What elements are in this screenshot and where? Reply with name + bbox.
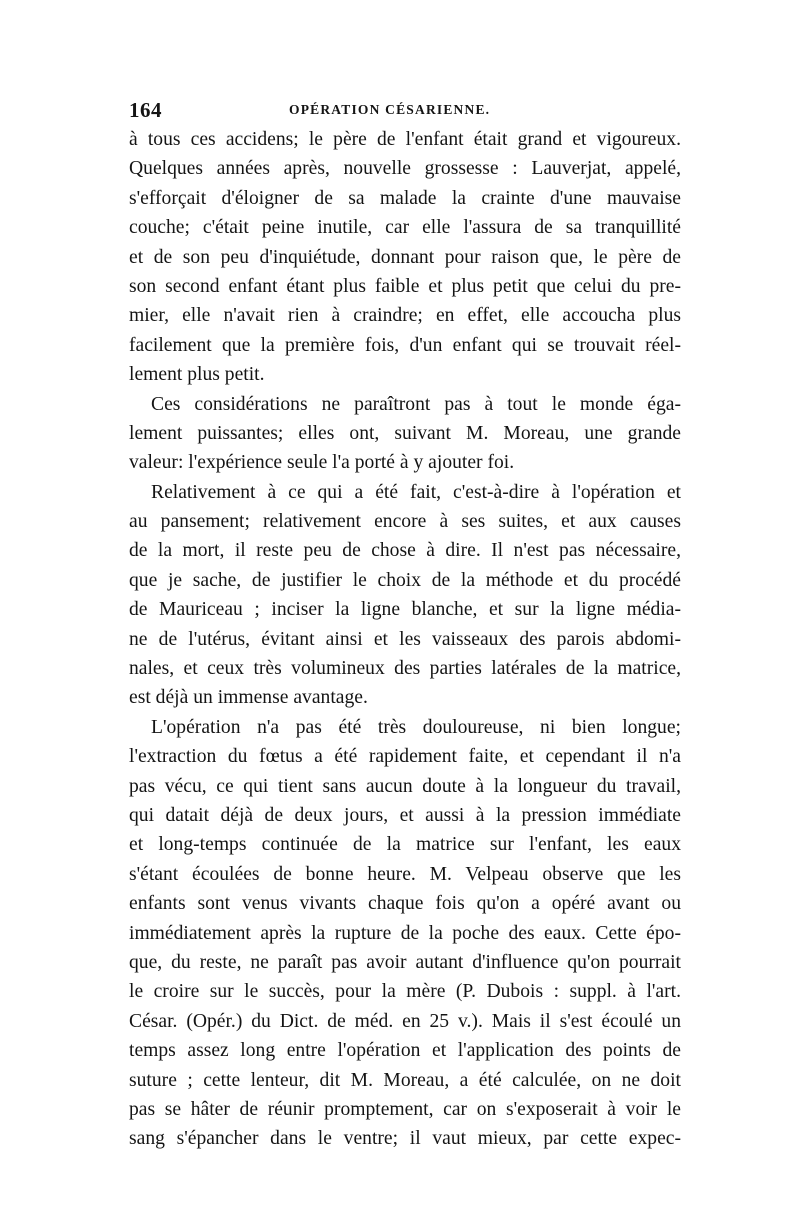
text-line: nales, et ceux très volumineux des parties latérales de la matrice, [129, 658, 681, 680]
text-line: de la mort, il reste peu de chose à dire. Il n'est pas nécessaire, [129, 540, 681, 562]
text-line: et long-temps continuée de la matrice sur l'enfant, les eaux [129, 834, 681, 856]
text-line: suture ; cette lenteur, dit M. Moreau, a été calculée, on ne doit [129, 1069, 681, 1091]
text-line: mier, elle n'avait rien à craindre; en effet, elle accoucha plus [129, 305, 681, 327]
text-line: sang s'épancher dans le ventre; il vaut mieux, par cette expec- [129, 1128, 681, 1150]
text-line: Quelques années après, nouvelle grossesse : Lauverjat, appelé, [129, 158, 681, 180]
text-line: et de son peu d'inquiétude, donnant pour raison que, le père de [129, 246, 681, 268]
text-line: qui datait déjà de deux jours, et aussi à la pression immédiate [129, 804, 681, 826]
text-line: immédiatement après la rupture de la poche des eaux. Cette épo- [129, 922, 681, 944]
text-line: que je sache, de justifier le choix de la méthode et du procédé [129, 569, 681, 591]
text-line: s'efforçait d'éloigner de sa malade la crainte d'une mauvaise [129, 187, 681, 209]
text-line: couche; c'était peine inutile, car elle l'assura de sa tranquillité [129, 217, 681, 239]
text-line: de Mauriceau ; inciser la ligne blanche, et sur la ligne média- [129, 599, 681, 621]
text-line: temps assez long entre l'opération et l'application des points de [129, 1040, 681, 1062]
text-line: valeur: l'expérience seule l'a porté à y ajouter foi. [129, 452, 515, 474]
page-number: 164 [129, 98, 162, 122]
text-line: pas se hâter de réunir promptement, car on s'exposerait à voir le [129, 1098, 681, 1120]
text-line: l'extraction du fœtus a été rapidement faite, et cependant il n'a [129, 746, 681, 768]
text-line: que, du reste, ne paraît pas avoir autant d'influence qu'on pourrait [129, 951, 681, 973]
text-line: lement puissantes; elles ont, suivant M. Moreau, une grande [129, 422, 681, 444]
text-line: à tous ces accidens; le père de l'enfant était grand et vigoureux. [129, 129, 681, 150]
body-text [129, 125, 681, 1154]
text-line: au pansement; relativement encore à ses suites, et aux causes [129, 511, 681, 533]
text-line: est déjà un immense avantage. [129, 687, 368, 709]
running-head [129, 98, 681, 124]
text-line: pas vécu, ce qui tient sans aucun doute à la longueur du travail, [129, 775, 681, 797]
running-title: OPÉRATION CÉSARIENNE. [289, 102, 491, 117]
text-line: Relativement à ce qui a été fait, c'est-à-dire à l'opération et [151, 481, 681, 503]
text-line: lement plus petit. [129, 364, 265, 386]
text-line: facilement que la première fois, d'un enfant qui se trouvait réel- [129, 334, 681, 356]
text-line: Ces considérations ne paraîtront pas à tout le monde éga- [151, 393, 681, 415]
text-line: son second enfant étant plus faible et plus petit que celui du pre- [129, 275, 681, 297]
text-line: ne de l'utérus, évitant ainsi et les vaisseaux des parois abdomi- [129, 628, 681, 650]
text-line: L'opération n'a pas été très douloureuse, ni bien longue; [151, 716, 681, 738]
text-line: César. (Opér.) du Dict. de méd. en 25 v.). Mais il s'est écoulé un [129, 1010, 681, 1032]
text-line: s'étant écoulées de bonne heure. M. Velpeau observe que les [129, 863, 681, 885]
text-line: le croire sur le succès, pour la mère (P. Dubois : suppl. à l'art. [129, 981, 681, 1003]
text-line: enfants sont venus vivants chaque fois qu'on a opéré avant ou [129, 893, 681, 915]
